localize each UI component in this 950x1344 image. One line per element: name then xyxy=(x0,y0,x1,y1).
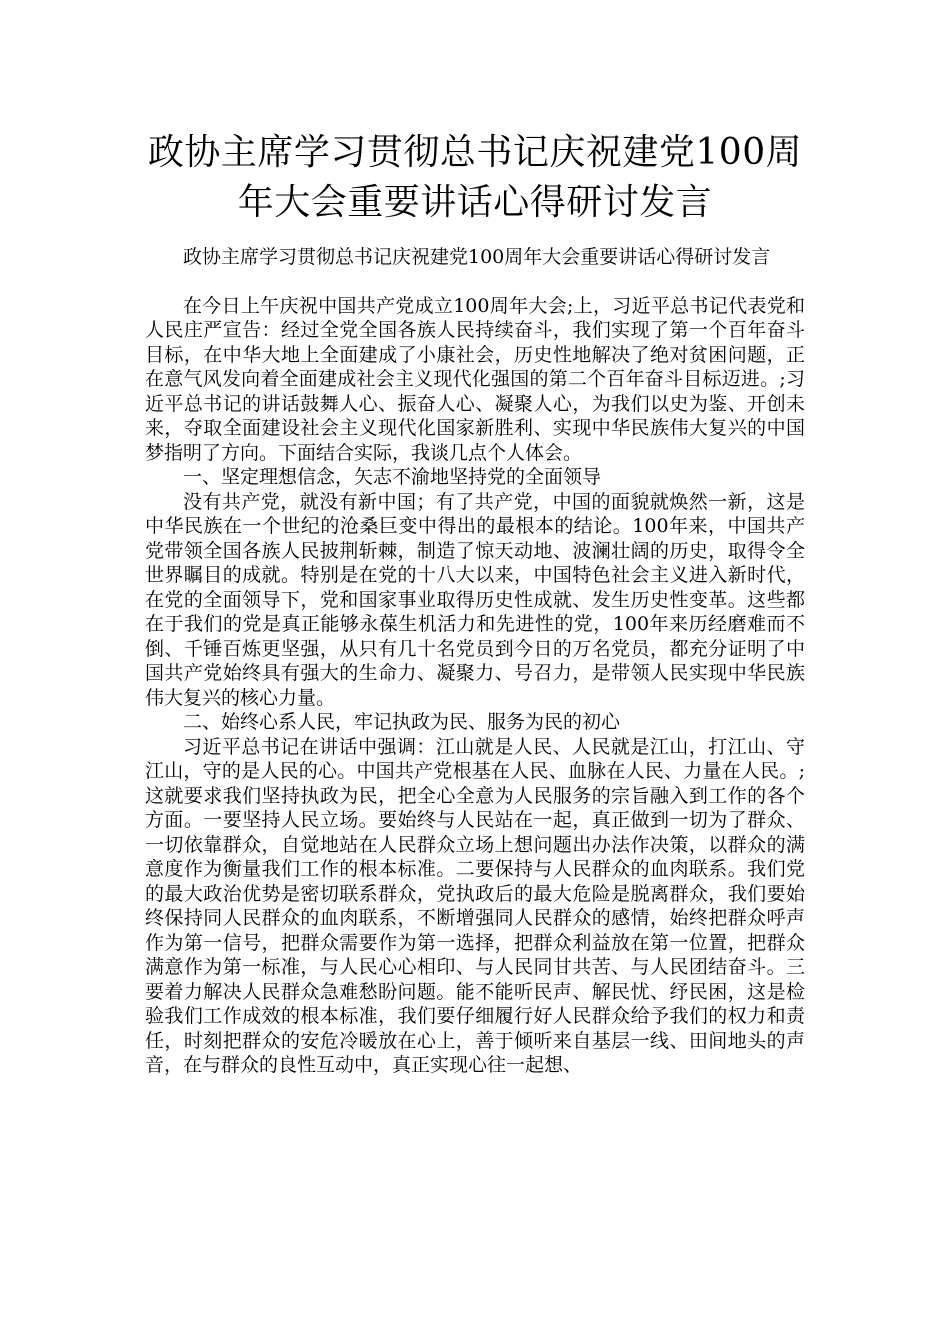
subtitle-paragraph: 政协主席学习贯彻总书记庆祝建党100周年大会重要讲话心得研讨发言 xyxy=(183,246,771,268)
section-heading-1: 一、坚定理想信念，矢志不渝地坚持党的全面领导 xyxy=(183,466,602,488)
document-body xyxy=(145,245,805,1078)
title-line-2: 年大会重要讲话心得研讨发言 xyxy=(237,182,713,223)
body-paragraph-1: 没有共产党，就没有新中国；有了共产党，中国的面貌就焕然一新，这是中华民族在一个世纪的沧桑巨变中得出的最根本的结论。100年来，中国共产党带领全国各族人民披荆斩棘，制造了惊天动地、波澜壮阔的历史，取得令全世界瞩目的成就。特别是在党的十八大以来，中国特色社会主义进入新时代，在党的全面领导下，党和国家事业取得历史性成就、发生历史性变革。这些都在于我们的党是真正能够永葆生机活力和先进性的党，100年来历经磨难而不倒、千锤百炼更坚强，从只有几十名党员到今日的万名党员，都充分证明了中国共产党始终具有强大的生命力、凝聚力、号召力，是带领人民实现中华民族伟大复兴的核心力量。 xyxy=(145,490,805,709)
body-paragraph-2: 习近平总书记在讲话中强调：江山就是人民、人民就是江山，打江山、守江山，守的是人民的心。中国共产党根基在人民、血脉在人民、力量在人民。;这就要求我们坚持执政为民，把全心全意为人民服务的宗旨融入到工作的各个方面。一要坚持人民立场。要始终与人民站在一起，真正做到一切为了群众、一切依靠群众，自觉地站在人民群众立场上想问题出办法作决策，以群众的满意度作为衡量我们工作的根本标准。二要保持与人民群众的血肉联系。我们党的最大政治优势是密切联系群众，党执政后的最大危险是脱离群众，我们要始终保持同人民群众的血肉联系，不断增强同人民群众的感情，始终把群众呼声作为第一信号，把群众需要作为第一选择，把群众利益放在第一位置，把群众满意作为第一标准，与人民心心相印、与人民同甘共苦、与人民团结奋斗。三要着力解决人民群众急难愁盼问题。能不能听民声、解民忧、纾民困，这是检验我们工作成效的根本标准，我们要仔细履行好人民群众给予我们的权力和责任，时刻把群众的安危冷暖放在心上，善于倾听来自基层一线、田间地头的声音，在与群众的良性互动中，真正实现心往一起想、 xyxy=(145,735,805,1076)
title-line-1: 政协主席学习贯彻总书记庆祝建党100周 xyxy=(147,132,803,173)
section-heading-2: 二、始终心系人民，牢记执政为民、服务为民的初心 xyxy=(183,711,621,733)
intro-paragraph: 在今日上午庆祝中国共产党成立100周年大会;上，习近平总书记代表党和人民庄严宣告：经过全党全国各族人民持续奋斗，我们实现了第一个百年奋斗目标，在中华大地上全面建成了小康社会，历史性地解决了绝对贫困问题，正在意气风发向着全面建成社会主义现代化强国的第二个百年奋斗目标迈进。;习近平总书记的讲话鼓舞人心、振奋人心、凝聚人心，为我们以史为鉴、开创未来，夺取全面建设社会主义现代化国家新胜利、实现中华民族伟大复兴的中国梦指明了方向。下面结合实际，我谈几点个人体会。 xyxy=(145,294,805,464)
document-title xyxy=(120,128,830,228)
